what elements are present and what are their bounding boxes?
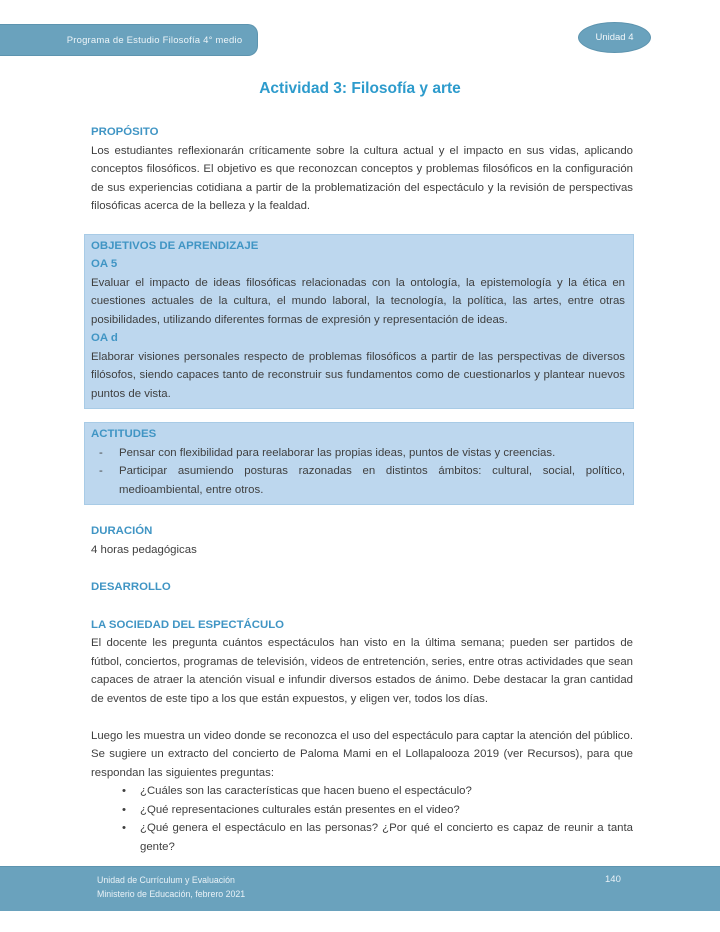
program-header-bar: [0, 24, 258, 56]
activity-title: Actividad 3: Filosofía y arte: [259, 80, 461, 97]
duracion-heading: DURACIÓN: [91, 525, 153, 537]
oad-label: OA d: [91, 332, 118, 344]
question-item: • ¿Qué representaciones culturales están presentes en el video?: [91, 801, 633, 820]
duracion-body: 4 horas pedagógicas: [91, 543, 197, 556]
page-number: 140: [605, 874, 621, 885]
footer-text: [97, 874, 245, 901]
footer-unit-line: Unidad de Currículum y Evaluación: [97, 875, 235, 885]
oa5-body: Evaluar el impacto de ideas filosóficas relacionadas con la ontología, la epistemología y la ética en cuestiones actuales de la cultura, el mundo laboral, la tecnología, la política, las artes, entre otras posibilidades, utilizando diferentes formas de expresión y representación de ideas.: [91, 276, 625, 326]
actitudes-heading: ACTITUDES: [91, 428, 157, 440]
actitudes-item: - Participar asumiendo posturas razonadas en distintos ámbitos: cultural, social, político, medioambiental, entre otros.: [91, 462, 625, 499]
proposito-heading: PROPÓSITO: [91, 126, 159, 138]
document-body: [91, 116, 633, 856]
oa5-label: OA 5: [91, 258, 118, 270]
sociedad-heading: LA SOCIEDAD DEL ESPECTÁCULO: [91, 618, 285, 631]
question-item: • ¿Cuáles son las características que hacen bueno el espectáculo?: [91, 782, 633, 801]
question-item: • ¿Qué genera el espectáculo en las personas? ¿Por qué el concierto es capaz de reunir a tanta gente?: [91, 819, 633, 856]
objetivos-box: [84, 234, 634, 410]
unit-badge-label: Unidad 4: [595, 32, 634, 43]
actitudes-box: [84, 422, 634, 505]
unit-badge: [578, 22, 651, 53]
oad-body: Elaborar visiones personales respecto de problemas filosóficos a partir de las perspectivas de diversos filósofos, siendo capaces tanto de reconstruir sus fundamentos como de cuestionarlos y plantear nuevos puntos de vista.: [91, 350, 625, 400]
questions-list: [91, 782, 633, 856]
paragraph-gap: [91, 708, 633, 727]
sociedad-para-1: El docente les pregunta cuántos espectáculos han visto en la última semana; pueden ser partidos de fútbol, conciertos, programas de televisión, videos de entretención, series, entre otras actividades que sean capaces de atraer la atención visual e infundir diversos estados de ánimo. Debe destacar la gran cantidad de eventos de este tipo a los que están expuestos, y eligen ver, todos los días.: [91, 637, 633, 705]
proposito-body: Los estudiantes reflexionarán críticamente sobre la cultura actual y el impacto en sus vidas, aplicando conceptos filosóficos. El objetivo es que reconozcan conceptos y problemas filosóficos en la configuración de sus experiencias cotidiana a partir de la problematización del espectáculo y la revisión de perspectivas filosóficas acerca de la belleza y la fealdad.: [91, 144, 633, 212]
desarrollo-heading: DESARROLLO: [91, 581, 171, 593]
objetivos-heading: OBJETIVOS DE APRENDIZAJE: [91, 239, 259, 252]
footer-bar: [0, 866, 720, 911]
sociedad-para-2: Luego les muestra un video donde se reconozca el uso del espectáculo para captar la atención del público. Se sugiere un extracto del concierto de Paloma Mami en el Lollapalooza 2019 (ver Recursos), para que respondan las siguientes preguntas:: [91, 729, 633, 779]
footer-ministry-line: Ministerio de Educación, febrero 2021: [97, 888, 246, 899]
actitudes-item: - Pensar con flexibilidad para reelaborar las propias ideas, puntos de vistas y creencias.: [91, 444, 625, 463]
actitudes-list: [91, 444, 625, 500]
program-header-label: Programa de Estudio Filosofía 4° medio: [66, 34, 243, 46]
